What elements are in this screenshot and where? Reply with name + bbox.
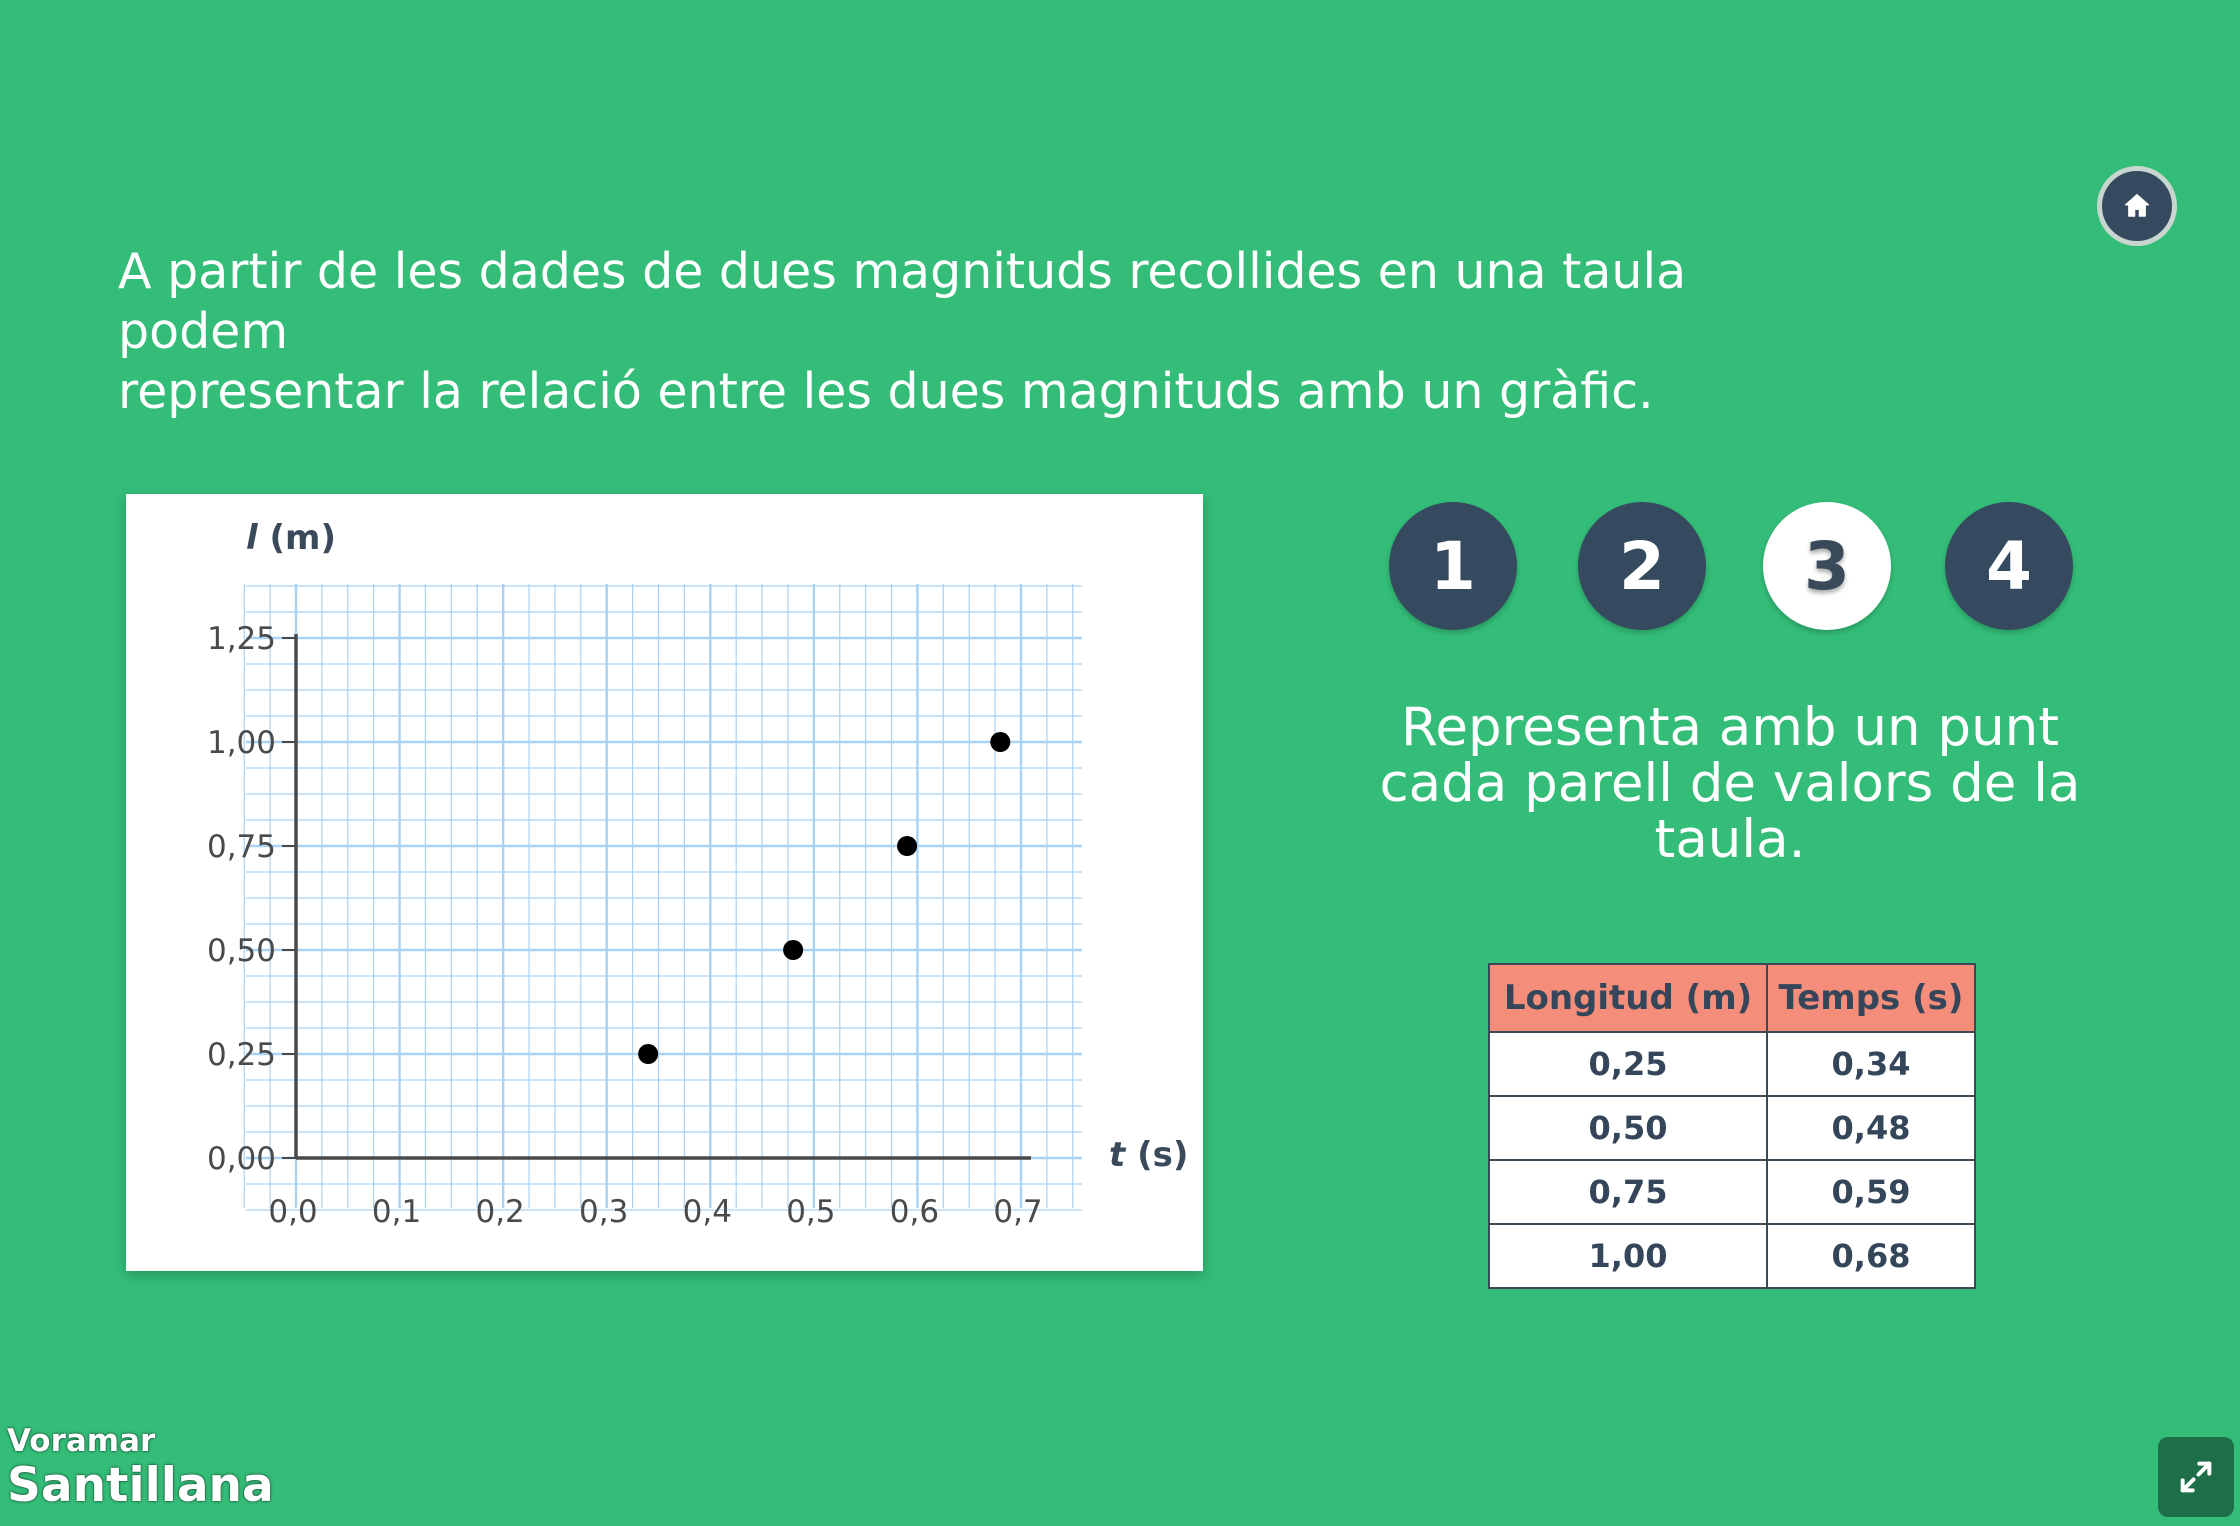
cell-time: 0,59 bbox=[1767, 1160, 1975, 1224]
y-axis-unit: (m) bbox=[257, 518, 336, 558]
x-tick-label: 0,3 bbox=[579, 1194, 629, 1230]
brand-line-1: Voramar bbox=[7, 1423, 156, 1459]
step-button-1[interactable]: 1 bbox=[1389, 502, 1517, 630]
x-tick-label: 0,2 bbox=[475, 1194, 525, 1230]
expand-icon bbox=[2176, 1457, 2216, 1497]
fullscreen-button[interactable] bbox=[2158, 1437, 2234, 1517]
home-icon bbox=[2122, 191, 2152, 221]
cell-time: 0,68 bbox=[1767, 1224, 1975, 1288]
publisher-logo bbox=[7, 1423, 274, 1513]
step-button-4[interactable]: 4 bbox=[1945, 502, 2073, 630]
x-axis-unit: (s) bbox=[1125, 1135, 1189, 1175]
scatter-chart bbox=[126, 494, 1203, 1271]
x-tick-label: 0,0 bbox=[268, 1194, 318, 1230]
table-header-row bbox=[1489, 964, 1975, 1032]
chart-grid bbox=[244, 584, 1082, 1210]
intro-text bbox=[118, 242, 1818, 422]
y-tick-label: 0,25 bbox=[206, 1037, 276, 1073]
home-button[interactable] bbox=[2097, 166, 2177, 246]
data-point-4 bbox=[990, 732, 1010, 752]
x-tick-label: 0,5 bbox=[786, 1194, 836, 1230]
data-point-1 bbox=[638, 1044, 658, 1064]
y-tick-label: 1,00 bbox=[206, 725, 276, 761]
y-tick-label: 0,50 bbox=[206, 933, 276, 969]
column-header-length: Longitud (m) bbox=[1489, 964, 1767, 1032]
cell-length: 0,75 bbox=[1489, 1160, 1767, 1224]
brand-line-2: Santillana bbox=[7, 1458, 274, 1513]
table-row bbox=[1489, 1032, 1975, 1096]
x-tick-label: 0,4 bbox=[682, 1194, 732, 1230]
cell-length: 0,50 bbox=[1489, 1096, 1767, 1160]
column-header-time: Temps (s) bbox=[1767, 964, 1975, 1032]
table-row bbox=[1489, 1160, 1975, 1224]
cell-length: 0,25 bbox=[1489, 1032, 1767, 1096]
instruction-line-2: cada parell de valors de la bbox=[1379, 753, 2081, 814]
data-point-3 bbox=[897, 836, 917, 856]
y-axis-label bbox=[246, 518, 336, 558]
y-tick-label: 1,25 bbox=[206, 621, 276, 657]
cell-time: 0,48 bbox=[1767, 1096, 1975, 1160]
instruction-line-3: taula. bbox=[1654, 809, 1806, 870]
data-table bbox=[1488, 963, 1976, 1289]
step-button-3[interactable]: 3 bbox=[1763, 502, 1891, 630]
x-tick-label: 0,1 bbox=[371, 1194, 422, 1230]
x-axis-variable: t bbox=[1109, 1135, 1126, 1175]
intro-line-2: representar la relació entre les dues magnituds amb un gràfic. bbox=[118, 363, 1654, 420]
instruction-line-1: Representa amb un punt bbox=[1400, 697, 2060, 758]
table-row bbox=[1489, 1224, 1975, 1288]
chart-card bbox=[126, 494, 1203, 1271]
x-tick-label: 0,6 bbox=[889, 1194, 940, 1230]
table-row bbox=[1489, 1096, 1975, 1160]
cell-time: 0,34 bbox=[1767, 1032, 1975, 1096]
data-point-2 bbox=[783, 940, 803, 960]
x-tick-label: 0,7 bbox=[993, 1194, 1043, 1230]
y-axis-variable: l bbox=[246, 518, 258, 558]
y-tick-label: 0,00 bbox=[206, 1141, 276, 1177]
y-tick-label: 0,75 bbox=[206, 829, 276, 865]
step-button-2[interactable]: 2 bbox=[1578, 502, 1706, 630]
cell-length: 1,00 bbox=[1489, 1224, 1767, 1288]
intro-line-1: A partir de les dades de dues magnituds recollides en una taula podem bbox=[118, 243, 1687, 360]
x-axis-label bbox=[1109, 1135, 1188, 1175]
instruction-text bbox=[1370, 697, 2090, 870]
